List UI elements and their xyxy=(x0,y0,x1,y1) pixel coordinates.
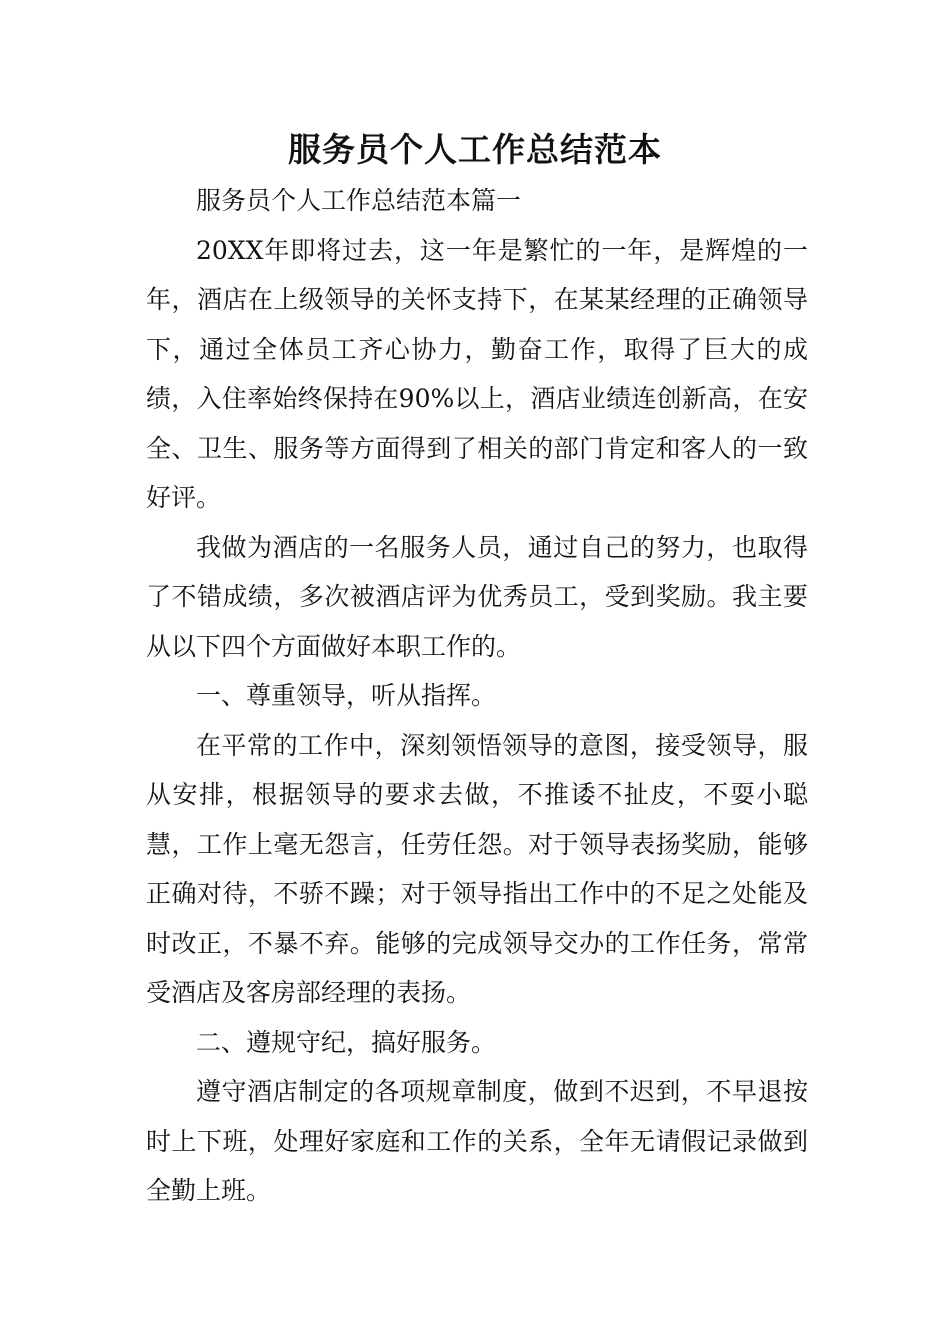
body-paragraph: 我做为酒店的一名服务人员，通过自己的努力，也取得了不错成绩，多次被酒店评为优秀员工，受到奖励。我主要从以下四个方面做好本职工作的。 xyxy=(146,532,808,661)
list-heading-1: 一、尊重领导，听从指挥。 xyxy=(196,681,497,710)
section-heading: 服务员个人工作总结范本篇一 xyxy=(196,186,522,215)
body-paragraph: 遵守酒店制定的各项规章制度，做到不迟到，不早退按时上下班，处理好家庭和工作的关系，全年无请假记录做到全勤上班。 xyxy=(146,1077,808,1205)
document-body xyxy=(146,176,808,1216)
document-title: 服务员个人工作总结范本 xyxy=(288,130,662,169)
list-heading-2: 二、遵规守纪，搞好服务。 xyxy=(196,1027,497,1057)
body-paragraph: 20XX年即将过去，这一年是繁忙的一年，是辉煌的一年，酒店在上级领导的关怀支持下，在某某经理的正确领导下，通过全体员工齐心协力，勤奋工作，取得了巨大的成绩，入住率始终保持在90%以上，酒店业绩连创新高，在安全、卫生、服务等方面得到了相关的部门肯定和客人的一致好评。 xyxy=(146,235,808,512)
body-paragraph: 在平常的工作中，深刻领悟领导的意图，接受领导，服从安排，根据领导的要求去做，不推诿不扯皮，不耍小聪慧，工作上毫无怨言，任劳任怨。对于领导表扬奖励，能够正确对待，不骄不躁；对于领导指出工作中的不足之处能及时改正，不暴不弃。能够的完成领导交办的工作任务，常常受酒店及客房部经理的表扬。 xyxy=(146,730,808,1007)
